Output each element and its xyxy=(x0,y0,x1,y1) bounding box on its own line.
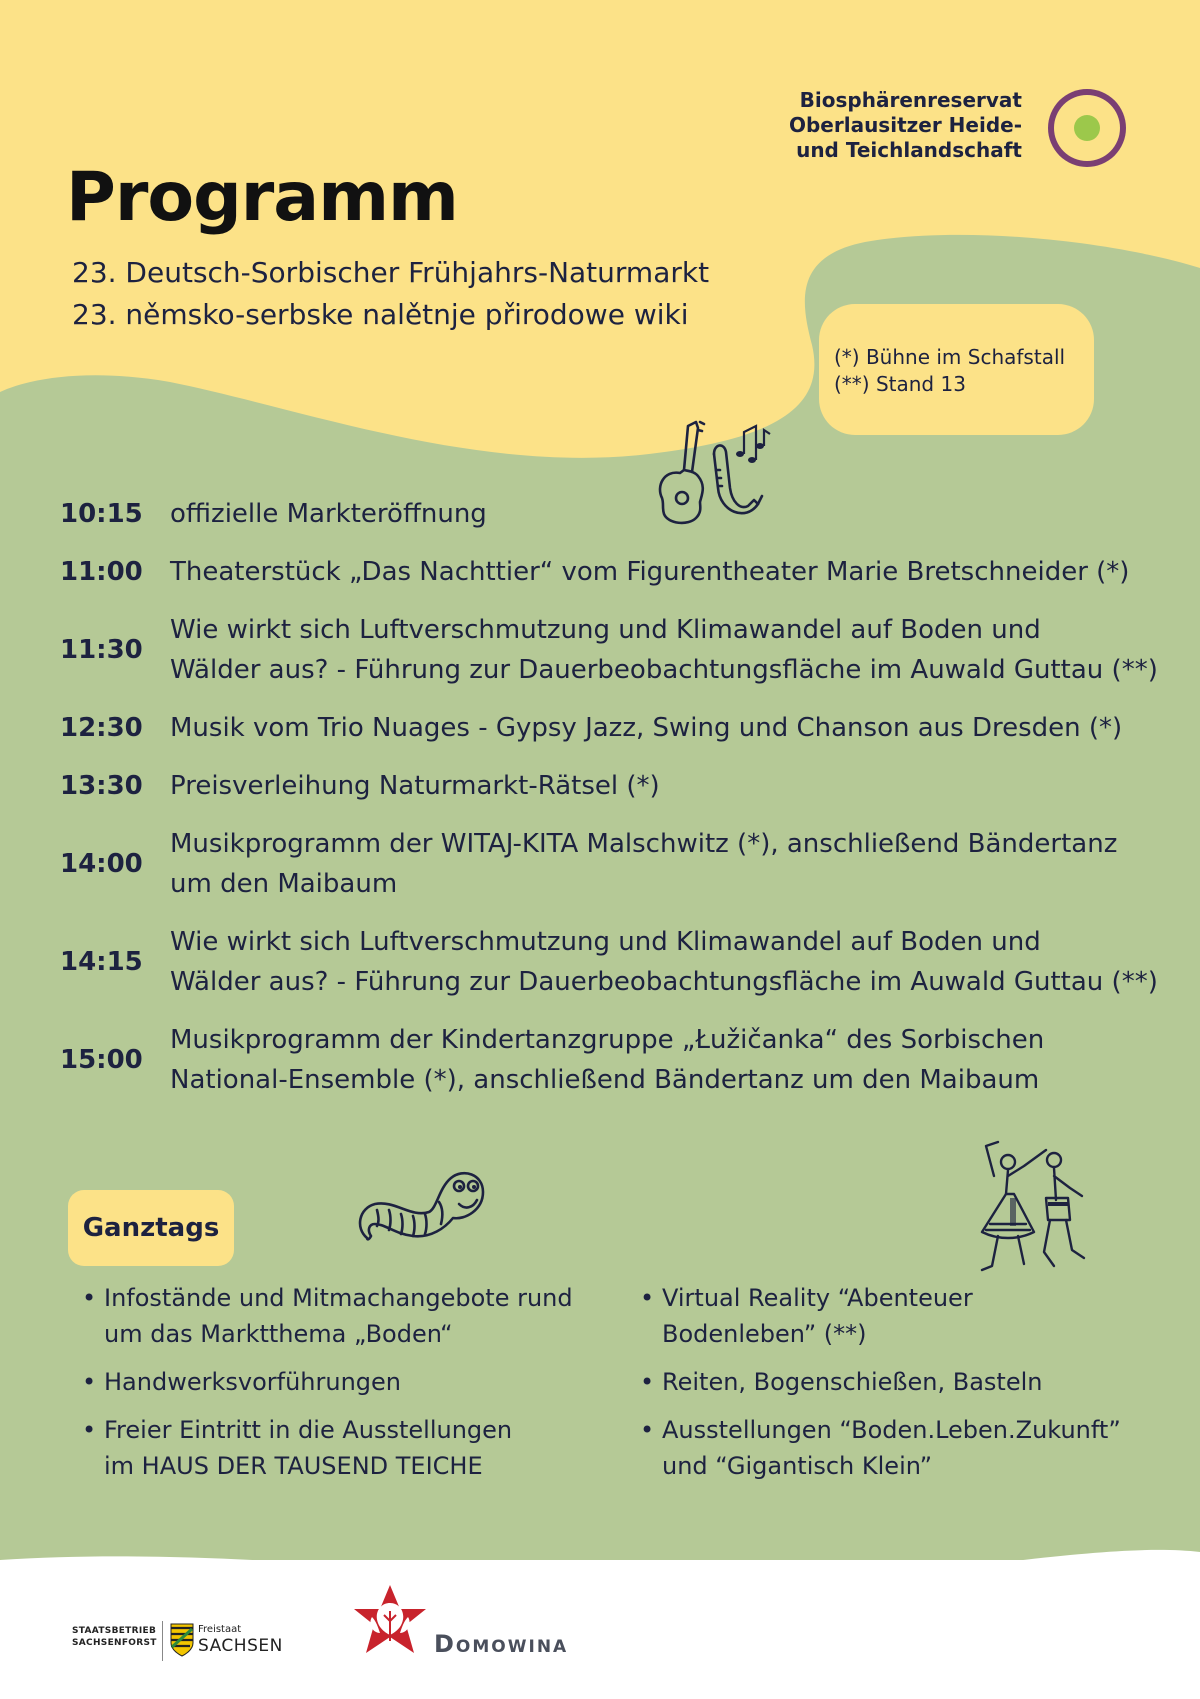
schedule-list xyxy=(60,494,1180,1118)
page-title: Programm xyxy=(66,158,458,237)
schedule-row xyxy=(60,494,1180,534)
domowina-linden-leaf-logo xyxy=(350,1581,430,1661)
schedule-description: Wie wirkt sich Luftverschmutzung und Klimawandel auf Boden und Wälder aus? - Führung zur Dauerbeobachtungsfläche im Auwald Guttau (**) xyxy=(170,615,1158,685)
schedule-row xyxy=(60,610,1180,690)
schedule-time: 14:15 xyxy=(60,947,143,977)
schedule-description: Preisverleihung Naturmarkt-Rätsel (*) xyxy=(170,771,660,801)
biosphere-logo xyxy=(1044,85,1130,171)
list-item: • Ausstellungen “Boden.Leben.Zukunft” und “Gigantisch Klein” xyxy=(638,1412,1168,1484)
saxony-crest-icon xyxy=(170,1623,194,1657)
list-item: • Freier Eintritt in die Ausstellungen im HAUS DER TAUSEND TEICHE xyxy=(80,1412,620,1484)
list-item: • Infostände und Mitmachangebote rund um das Marktthema „Boden“ xyxy=(80,1280,620,1352)
schedule-description: Musikprogramm der WITAJ-KITA Malschwitz (*), anschließend Bändertanz um den Maibaum xyxy=(170,829,1118,899)
sachsenforst-logo: STAATSBETRIEB SACHSENFORST Freistaat SACHSEN xyxy=(72,1617,282,1673)
schedule-time: 15:00 xyxy=(60,1045,143,1075)
page-subtitle xyxy=(72,252,709,336)
schedule-time: 10:15 xyxy=(60,499,143,529)
schedule-row xyxy=(60,1020,1180,1100)
legend-stage: (*) Bühne im Schafstall xyxy=(834,345,1066,369)
worm-icon xyxy=(355,1158,495,1250)
ganztags-list-left xyxy=(80,1280,620,1496)
legend-stand: (**) Stand 13 xyxy=(834,372,966,396)
schedule-description: Theaterstück „Das Nachttier“ vom Figurentheater Marie Bretschneider (*) xyxy=(170,557,1130,587)
ganztags-list-right xyxy=(638,1280,1168,1496)
schedule-description: Wie wirkt sich Luftverschmutzung und Klimawandel auf Boden und Wälder aus? - Führung zur Dauerbeobachtungsfläche im Auwald Guttau (**) xyxy=(170,927,1158,997)
schedule-time: 11:30 xyxy=(60,635,143,665)
schedule-time: 14:00 xyxy=(60,849,143,879)
schedule-description: Musikprogramm der Kindertanzgruppe „Łužičanka“ des Sorbischen National-Ensemble (*), anschließend Bändertanz um den Maibaum xyxy=(170,1025,1045,1095)
schedule-row xyxy=(60,824,1180,904)
schedule-row xyxy=(60,922,1180,1002)
domowina-name: Domowina xyxy=(434,1630,569,1658)
logo-divider xyxy=(162,1621,163,1661)
subtitle-german: 23. Deutsch-Sorbischer Frühjahrs-Naturmarkt xyxy=(72,256,710,289)
list-item: • Virtual Reality “Abenteuer Bodenleben” (**) xyxy=(638,1280,1168,1352)
subtitle-sorbian: 23. němsko-serbske nalětnje přirodowe wiki xyxy=(72,298,689,331)
list-item: • Handwerksvorführungen xyxy=(80,1364,620,1400)
schedule-description: offizielle Markteröffnung xyxy=(170,499,487,529)
ganztags-badge: Ganztags xyxy=(68,1190,234,1266)
legend-box xyxy=(819,304,1094,435)
schedule-description: Musik vom Trio Nuages - Gypsy Jazz, Swing und Chanson aus Dresden (*) xyxy=(170,713,1123,743)
dancers-icon xyxy=(968,1136,1096,1278)
schedule-row xyxy=(60,708,1180,748)
list-item: • Reiten, Bogenschießen, Basteln xyxy=(638,1364,1168,1400)
schedule-row xyxy=(60,766,1180,806)
schedule-time: 12:30 xyxy=(60,713,143,743)
schedule-time: 11:00 xyxy=(60,557,143,587)
org-name: Biosphärenreservat Oberlausitzer Heide- und Teichlandschaft xyxy=(788,88,1022,162)
schedule-time: 13:30 xyxy=(60,771,143,801)
schedule-row xyxy=(60,552,1180,592)
sachsenforst-name: STAATSBETRIEB SACHSENFORST xyxy=(72,1626,157,1648)
